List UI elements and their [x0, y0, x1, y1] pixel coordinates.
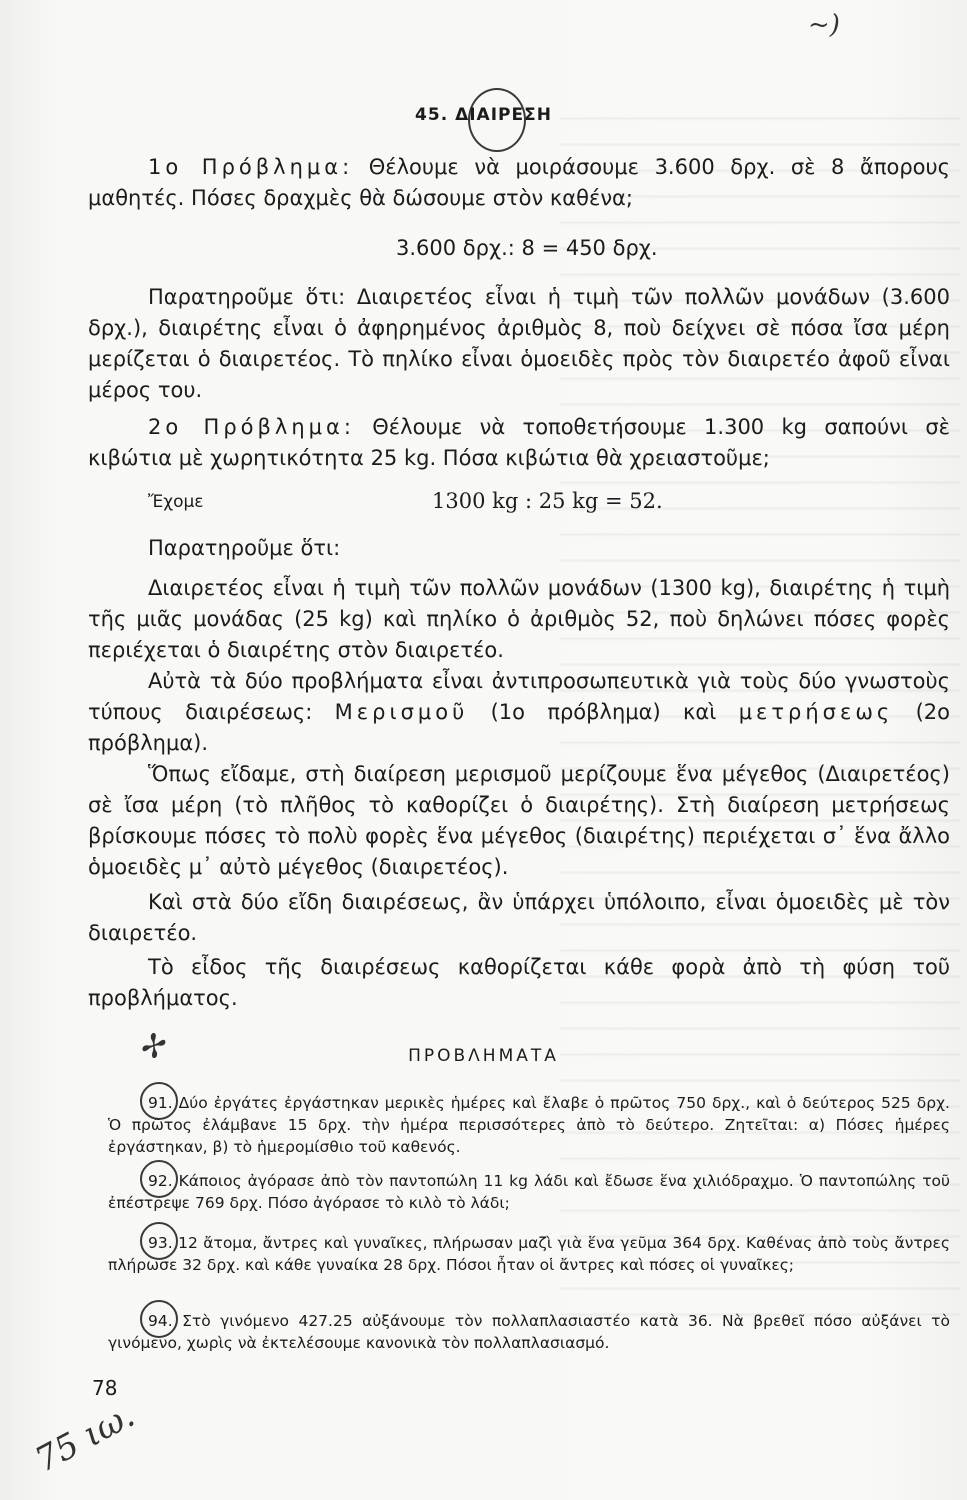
division-type-partition-note: (1ο πρόβλημα) καὶ	[490, 700, 717, 724]
exercise-94-text: Στὸ γινόμενο 427.25 αὐξάνουμε τὸν πολλαπλασιαστέο κατὰ 36. Νὰ βρεθεῖ πόσο αὐξάνει τὸ γινόμενο, χωρὶς νὰ ἐκτελέσουμε κανονικὰ τὸν πολλαπλασιασμό.	[108, 1312, 950, 1352]
paragraph-type-determination: Τὸ εἶδος τῆς διαιρέσεως καθορίζεται κάθε φορὰ ἀπὸ τὴ φύση τοῦ προβλήματος.	[88, 955, 950, 1010]
handwritten-note-bottom: 75 ιω.	[28, 1395, 142, 1481]
exercise-93-text: 12 ἄτομα, ἄντρες καὶ γυναῖκες, πλήρωσαν μαζὶ γιὰ ἕνα γεῦμα 364 δρχ. Καθένας ἀπὸ τοὺς ἄντρες πλήρωσε 32 δρχ. καὶ κάθε γυναίκα 28 δρχ. Πόσοι ἦταν οἱ ἄντρες καὶ πόσες οἱ γυναῖκες;	[108, 1234, 950, 1274]
page-number: 78	[92, 1376, 118, 1400]
exercise-91-text: Δύο ἐργάτες ἐργάστηκαν μερικὲς ἡμέρες καὶ ἔλαβε ὁ πρῶτος 750 δρχ., καὶ ὁ δεύτερος 525 δρχ. Ὁ πρῶτος ἐλάμβανε 15 δρχ. τὴν ἡμέρα περισσότερες ἀπὸ τὸ δεύτερο. Ζητεῖται: α) Πόσες ἡμέρες ἐργάστηκαν, β) τὸ ἡμερομίσθιο τοῦ καθενός.	[108, 1094, 950, 1156]
section-title: 45. ΔΙΑΙΡΕΣΗ	[415, 105, 552, 125]
exercise-93	[108, 1232, 950, 1276]
problem-2-observation: Διαιρετέος εἶναι ἡ τιμὴ τῶν πολλῶν μονάδων (1300 kg), διαιρέτης ἡ τιμὴ τῆς μιᾶς μονάδας (25 kg) καὶ πηλίκο ὁ ἀριθμὸς 52, ποὺ δηλώνει πόσες φορὲς περιέχεται ὁ διαιρέτης στὸν διαιρετέο.	[88, 576, 950, 662]
problems-heading-doodle: ✢	[132, 1024, 171, 1070]
paragraph-explanation: Ὅπως εἴδαμε, στὴ διαίρεση μερισμοῦ μερίζουμε ἕνα μέγεθος (Διαιρετέος) σὲ ἴσα μέρη (τὸ πλῆθος τὸ καθορίζει ὁ διαιρέτης). Στὴ διαίρεση μετρήσεως βρίσκουμε πόσες τὸ πολὺ φορὲς ἕνα μέγεθος (διαιρέτης) περιέχεται σ᾽ ἕνα ἄλλο ὁμοειδὲς μ᾽ αὐτὸ μέγεθος (διαιρετέος).	[88, 762, 950, 879]
problems-heading: ΠΡΟΒΛΗΜΑΤΑ	[408, 1046, 559, 1066]
problem-1-observation: Παρατηροῦμε ὅτι: Διαιρετέος εἶναι ἡ τιμὴ τῶν πολλῶν μονάδων (3.600 δρχ.), διαιρέτης εἶναι ὁ ἀφηρημένος ἀριθμὸς 8, ποὺ δείχνει σὲ πόσα ἴσα μέρη μερίζεται ὁ διαιρετέος. Τὸ πηλίκο εἶναι ὁμοειδὲς πρὸς τὸν διαιρετέο ἀφοῦ εἶναι μέρος του.	[88, 285, 950, 402]
problem-2-statement	[88, 412, 950, 474]
division-type-partition: Μερισμοῦ	[334, 700, 469, 724]
division-type-measurement: μετρήσεως	[738, 700, 894, 724]
exercise-94-number: 94.	[148, 1312, 173, 1330]
problem-2-have: Ἔχομε	[148, 492, 204, 512]
problem-2-equation: 1300 kg : 25 kg = 52.	[432, 489, 663, 513]
problem-2-text: Θέλουμε νὰ τοποθετήσουμε 1.300 kg σαπούνι σὲ κιβώτια μὲ χωρητικότητα 25 kg. Πόσα κιβώτια θὰ χρειαστοῦμε;	[88, 415, 950, 470]
exercise-91	[108, 1092, 950, 1158]
problem-2-observe-intro: Παρατηροῦμε ὅτι:	[148, 536, 341, 560]
paragraph-remainder: Καὶ στὰ δύο εἴδη διαιρέσεως, ἂν ὑπάρχει ὑπόλοιπο, εἶναι ὁμοειδὲς μὲ τὸν διαιρετέο.	[88, 890, 950, 945]
exercise-92-number: 92.	[148, 1172, 173, 1190]
problem-1-label: 1ο Πρόβλημα:	[148, 155, 354, 179]
division-types-text: Αὐτὰ τὰ δύο προβλήματα εἶναι ἀντιπροσωπευτικὰ γιὰ τοὺς δύο γνωστοὺς τύπους διαιρέσεως:	[88, 669, 950, 724]
exercise-92	[108, 1170, 950, 1214]
division-types-paragraph	[88, 666, 950, 759]
problem-1-equation: 3.600 δρχ.: 8 = 450 δρχ.	[396, 236, 658, 260]
exercise-94	[108, 1310, 950, 1354]
problem-1-text: Θέλουμε νὰ μοιράσουμε 3.600 δρχ. σὲ 8 ἄπορους μαθητές. Πόσες δραχμὲς θὰ δώσουμε στὸν καθένα;	[88, 155, 950, 210]
problem-2-label: 2ο Πρόβλημα:	[148, 415, 355, 439]
problem-1-statement	[88, 152, 950, 214]
handwritten-mark-top: ~)	[808, 10, 840, 40]
exercise-93-number: 93.	[148, 1234, 173, 1252]
division-type-measurement-note: (2ο πρόβλημα).	[88, 700, 951, 755]
exercise-91-number: 91.	[148, 1094, 173, 1112]
exercise-92-text: Κάποιος ἀγόρασε ἀπὸ τὸν παντοπώλη 11 kg λάδι καὶ ἔδωσε ἕνα χιλιόδραχμο. Ὁ παντοπώλης τοῦ ἐπέστρεψε 769 δρχ. Πόσο ἀγόρασε τὸ κιλὸ τὸ λάδι;	[108, 1172, 950, 1212]
